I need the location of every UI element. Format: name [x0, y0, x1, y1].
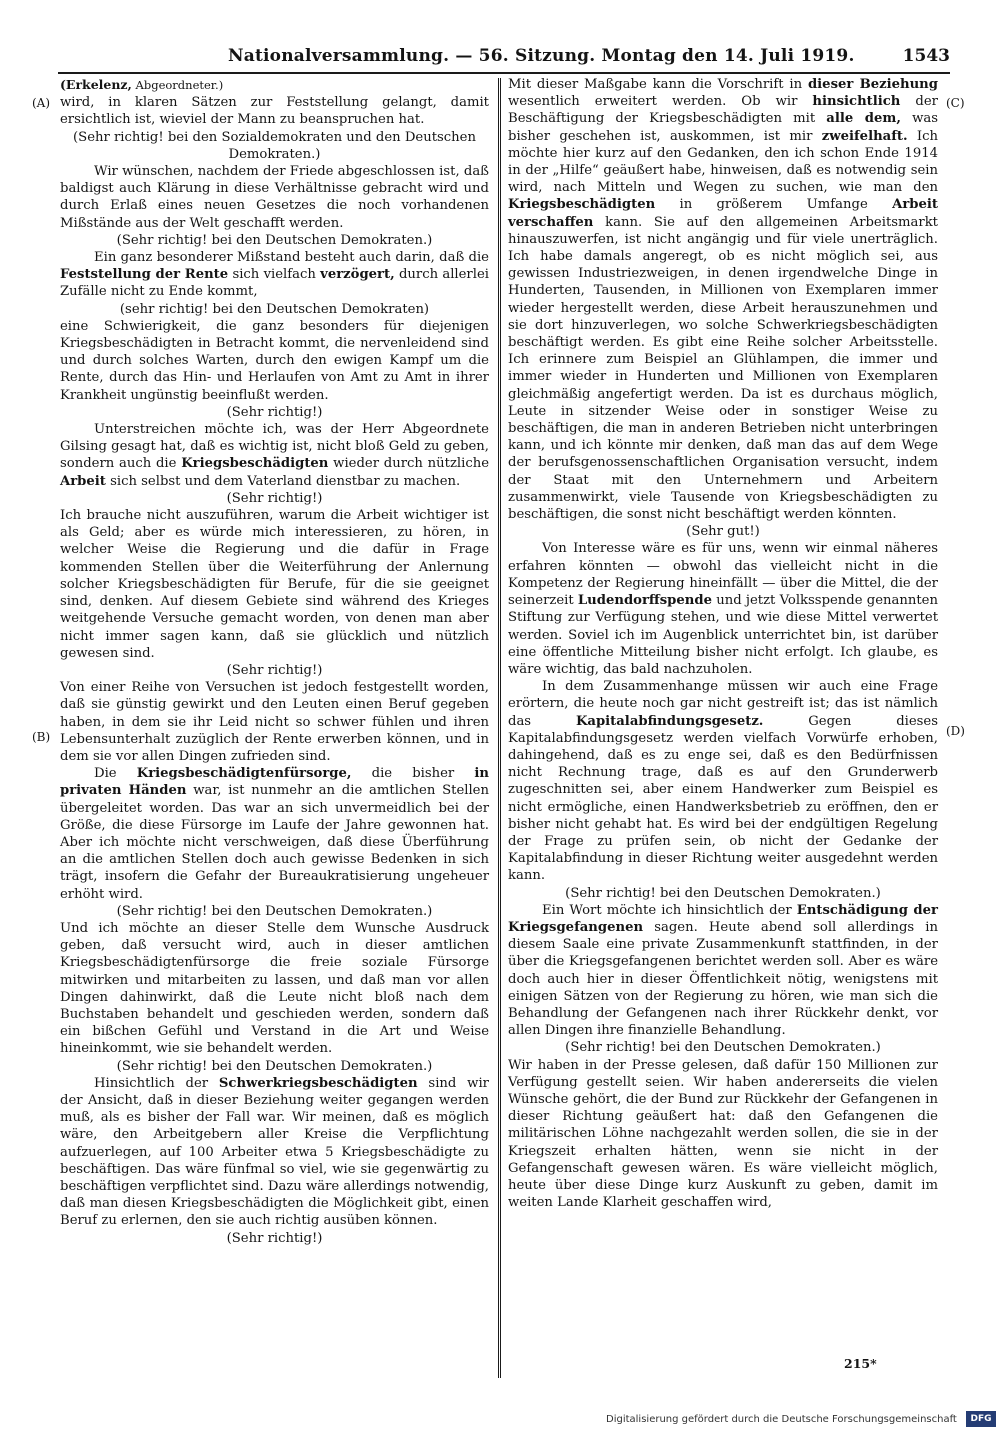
emphasis: Arbeit [60, 473, 106, 489]
interjection: (Sehr richtig! bei den Deutschen Demokraten.) [116, 903, 433, 919]
interjection: (Sehr gut!) [686, 524, 760, 540]
text-run: was bisher geschehen ist, auskommen, ist mir [508, 111, 939, 144]
emphasis: Kriegsbeschädigten [508, 197, 656, 213]
column-divider [498, 78, 502, 1378]
interjection: (sehr richtig! bei den Deutschen Demokraten) [119, 301, 430, 317]
emphasis: zweifelhaft. [821, 128, 908, 144]
dfg-logo: DFG [966, 1411, 996, 1427]
paragraph: Ich brauche nicht auszuführen, warum die Arbeit wichtiger ist als Geld; aber es würde mich interessieren, zu hören, in welcher Weise die Regierung und die dafür in Frage kommenden Stellen über die Weiterführung der Anlernung solcher Kriegsbeschädigten für Berufe, für die sie geeignet sind, denken. Auf diesem Gebiete sind während des Krieges weitgehende Versuche gemacht worden, von denen man aber nicht immer sagen kann, daß sie glücklich und nützlich gewesen sind. [60, 508, 489, 661]
paragraph [60, 765, 489, 903]
text-run: kann. Sie auf den allgemeinen Arbeitsmarkt hinauszuwerfen, ist nicht angängig und für viele unerträglich. Ich habe damals angeregt, ob es nicht möglich sei, aus gewissen Industriezweigen, in denen irgendwelche Dinge in Hunderten, Tausenden, in Millionen von Exemplaren immer wieder hergestellt werden, diese Arbeit herauszunehmen und sie dort hinzuverlegen, wo solche Schwerkriegsbeschädigten beschäftigt werden. Es gibt eine Reihe solcher Arbeitsstelle. Ich erinnere zum Beispiel an Glühlampen, die immer und immer wieder in Hunderten und Millionen von Exemplaren gleichmäßig angefertigt werden. Da ist es durchaus möglich, Leute in sitzender Weise oder in sonstiger Weise zu beschäftigen, die man in anderen Betrieben nicht unterbringen kann, und ich könnte mir denken, daß man das auf dem Wege der berufsgenossenschaftlichen Organisation versucht, indem der Staat mit den Unternehmern und Arbeitern zusammenwirkt, viele Tausende von Kriegsbeschädigten zu beschäftigen, die sonst nicht beschäftigt werden könnten. [508, 214, 938, 523]
margin-label-c: (C) [946, 96, 965, 110]
emphasis: Entschädigung der Kriegsgefangenen [508, 902, 938, 935]
paragraph: wird, in klaren Sätzen zur Feststellung gelangt, damit ersichtlich ist, wieviel der Mann zu beanspruchen hat. [60, 95, 489, 128]
emphasis: Ludendorffspende [577, 593, 712, 609]
footer-credit: Digitalisierung gefördert durch die Deutsche Forschungsgemeinschaft [606, 1414, 957, 1425]
right-column [508, 76, 938, 1211]
margin-label-d: (D) [946, 724, 965, 738]
margin-label-b: (B) [32, 730, 51, 744]
text-run: sich selbst und dem Vaterland dienstbar zu machen. [110, 473, 461, 489]
paragraph: eine Schwierigkeit, die ganz besonders für diejenigen Kriegsbeschädigten in Betracht kommt, die nervenleidend sind und durch solches Warten, durch den ewigen Kampf um die Rente, durch das Hin- und Herlaufen von Amt zu Amt in ihrer Krankheit ungünstig beeinflußt werden. [60, 318, 489, 403]
text-run: Unterstreichen möchte ich, was der Herr Abgeordnete Gilsing gesagt hat, daß es wichtig ist, nicht bloß Geld zu geben, sondern auch die [60, 422, 489, 472]
emphasis: Kriegsbeschädigten [181, 456, 329, 472]
interjection: (Sehr richtig! bei den Deutschen Demokraten.) [565, 885, 881, 901]
text-run: in größerem Umfange [679, 197, 868, 213]
text-run: der Beschäftigung der Kriegsbeschädigten mit [508, 94, 938, 127]
interjection: (Sehr richtig!) [226, 662, 323, 678]
paragraph: Und ich möchte an dieser Stelle dem Wunsche Ausdruck geben, daß versucht wird, auch in dieser amtlichen Kriegsbeschädigtenfürsorge die freie soziale Fürsorge mitwirken und mitarbeiten zu lassen, und daß man vor allen Dingen dahinwirkt, daß die Leute nicht bloß nach dem Buchstaben behandelt und geschieden werden, sondern daß ein bißchen Gefühl und Verstand in die Art und Weise hineinkommt, wie sie behandelt werden. [60, 920, 489, 1057]
text-run: Von Interesse wäre es für uns, wenn wir einmal näheres erfahren könnten — obwohl das vielleicht nicht in die Kompetenz der Regierung hineinfällt — über die Mittel, die der seinerzeit [508, 541, 938, 609]
emphasis: dieser Beziehung [807, 77, 938, 92]
speaker-role: Abgeordneter.) [135, 78, 224, 92]
paragraph [60, 249, 489, 301]
paragraph [508, 678, 938, 884]
paragraph [508, 902, 938, 1040]
text-run: Ein Wort möchte ich hinsichtlich der [542, 902, 792, 918]
emphasis: Kriegsbeschädigtenfürsorge, [136, 766, 352, 782]
paragraph: Wir wünschen, nachdem der Friede abgeschlossen ist, daß baldigst auch Klärung in diese Verhältnisse gebracht wird und durch Erlaß eines neuen Gesetzes die noch vorhandenen Mißstände aus der Welt geschafft werden. [60, 164, 489, 231]
paragraph [508, 540, 938, 678]
interjection: (Sehr richtig! bei den Sozialdemokraten und den Deutschen Demokraten.) [73, 129, 476, 162]
text-run: In dem Zusammenhange müssen wir auch eine Frage erörtern, die heute noch gar nicht gestreift ist; das ist nämlich das [508, 679, 938, 729]
paragraph: Von einer Reihe von Versuchen ist jedoch festgestellt worden, daß sie günstig gewirkt und den Leuten einen Beruf gegeben haben, in dem sie ihr Leid nicht so schwer fühlen und ihren Lebensunterhalt zuzüglich der Rente erwerben können, und in dem sie vor allen Dingen zufrieden sind. [60, 680, 489, 764]
interjection: (Sehr richtig!) [226, 404, 323, 420]
emphasis: alle dem, [826, 111, 901, 127]
text-run: und jetzt Volksspende genannten Stiftung zur Verfügung stehen, und wie diese Mittel verwertet werden. Soviel ich im Augenblick unterrichtet bin, ist darüber eine öffentliche Mitteilung bisher nicht erfolgt. Ich glaube, es wäre wichtig, das bald nachzuholen. [508, 593, 938, 677]
text-run: wieder durch nützliche [333, 456, 490, 472]
text-run: Mit dieser Maßgabe kann die Vorschrift in [508, 77, 803, 92]
text-run: sich vielfach [232, 267, 316, 283]
paragraph [60, 1075, 489, 1230]
interjection: (Sehr richtig! bei den Deutschen Demokraten.) [565, 1040, 881, 1056]
text-run: Ein ganz besonderer Mißstand besteht auch darin, daß die [94, 250, 489, 266]
header-title: Nationalversammlung. — 56. Sitzung. Montag den 14. Juli 1919. [228, 46, 855, 66]
interjection: (Sehr richtig!) [226, 1230, 323, 1246]
emphasis: hinsichtlich [812, 94, 901, 110]
text-run: war, ist nunmehr an die amtlichen Stellen übergeleitet worden. Das war an sich unvermeidlich bei der Größe, die diese Fürsorge im Laufe der Jahre gewonnen hat. Aber ich möchte nicht verschweigen, daß diese Überführung an die amtlichen Stellen doch auch gewisse Bedenken in sich trägt, insofern die Gefahr der Bureaukratisierung ungeheuer erhöht wird. [60, 783, 489, 902]
text-run: sind wir der Ansicht, daß in dieser Beziehung weiter gegangen werden muß, als es bisher der Fall war. Wir meinen, daß es möglich wäre, den Arbeitgebern aller Kreise die Verpflichtung aufzuerlegen, auf 100 Arbeiter etwa 5 Kriegsbeschädigte zu beschäftigen. Das wäre fünfmal so viel, wie sie gegenwärtig zu beschäftigen verpflichtet sind. Dazu wäre allerdings notwendig, daß man diesen Kriegsbeschädigten die Möglichkeit gibt, einen Beruf zu erlernen, den sie auch richtig ausüben können. [60, 1075, 489, 1229]
speaker-name: (Erkelenz, [60, 77, 132, 92]
page-header [58, 42, 950, 74]
left-column [60, 76, 489, 1247]
paragraph [508, 76, 938, 523]
text-run: durch allerlei Zufälle nicht zu Ende kommt, [60, 267, 489, 300]
text-run: Hinsichtlich der [94, 1075, 209, 1091]
emphasis: in privaten Händen [60, 766, 489, 799]
speaker-line [60, 76, 489, 94]
text-run: sagen. Heute abend soll allerdings in diesem Saale eine private Zusammenkunft stattfinden, in der über die Kriegsgefangenen berichtet werden soll. Aber es wäre doch auch hier in dieser Öffentlichkeit nötig, wenigstens mit einigen Sätzen von der Regierung zu hören, wie man sich die Behandlung der Gefangenen nach ihrer Rückkehr denkt, vor allen Dingen ihre finanzielle Behandlung. [508, 919, 938, 1039]
page-number: 1543 [902, 46, 950, 66]
text-run: wesentlich erweitert werden. Ob wir [508, 94, 798, 110]
emphasis: Kapitalabfindungsgesetz. [575, 713, 764, 729]
interjection: (Sehr richtig! bei den Deutschen Demokraten.) [116, 1058, 433, 1074]
text-run: Die [94, 766, 117, 782]
interjection: (Sehr richtig! bei den Deutschen Demokraten.) [116, 232, 433, 248]
margin-label-a: (A) [32, 96, 51, 110]
text-run: Ich möchte hier kurz auf den Gedanken, den ich schon Ende 1914 in der „Hilfe“ geäußert habe, hinweisen, daß es notwendig sein wird, nach Mitteln und Wegen zu suchen, wie man den [508, 128, 938, 196]
signature-mark: 215* [844, 1356, 877, 1371]
text-run: die bisher [371, 766, 455, 782]
emphasis: Arbeit verschaffen [508, 197, 938, 230]
emphasis: verzögert, [320, 267, 395, 283]
emphasis: Schwerkriegsbeschädigten [218, 1075, 418, 1091]
emphasis: Feststellung der Rente [60, 267, 229, 283]
paragraph [60, 421, 489, 490]
text-run: Gegen dieses Kapitalabfindungsgesetz werden vielfach Vorwürfe erhoben, dahingehend, daß es zu enge sei, daß es den Bedürfnissen nicht Rechnung trage, daß es auf den Grunderwerb zugeschnitten sei, aber einem Handwerker zum Beispiel es nicht ermögliche, einen Handwerksbetrieb zu eröffnen, den er bisher nicht gehabt hat. Es wird bei der endgültigen Regelung der Frage zu prüfen sein, ob nicht der Gedanke der Kapitalabfindung in dieser Richtung weiter ausgedehnt werden kann. [508, 713, 938, 884]
interjection: (Sehr richtig!) [226, 490, 323, 506]
paragraph: Wir haben in der Presse gelesen, daß dafür 150 Millionen zur Verfügung gestellt seien. Wir haben andererseits die vielen Wünsche gehört, die der Bund zur Rückkehr der Gefangenen in dieser Richtung geäußert hat: daß den Gefangenen die militärischen Löhne nachgezahlt werden sollen, die sie in der Kriegszeit erhalten hätten, wenn sie nicht in der Gefangenschaft gewesen wären. Es wäre vielleicht möglich, heute über diese Dinge kurz Auskunft zu geben, damit im weiten Lande Klarheit geschaffen wird, [508, 1057, 938, 1211]
